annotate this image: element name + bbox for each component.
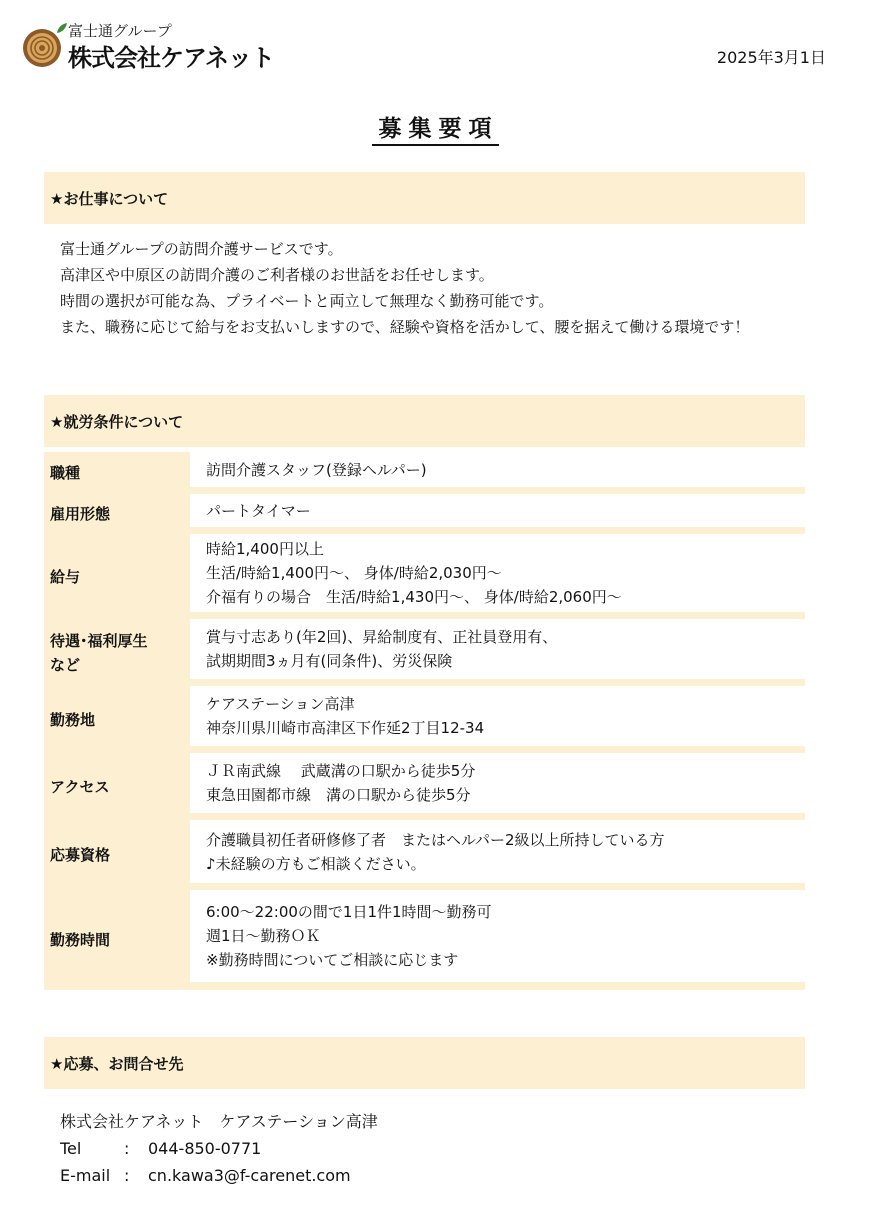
contact-info [60,1108,378,1189]
contact-organization: 株式会社ケアネット ケアステーション高津 [60,1112,378,1131]
document-date: 2025年3月1日 [716,48,826,67]
condition-value-line: 訪問介護スタッフ(登録ヘルパー) [206,460,427,479]
condition-row-salary [44,534,805,619]
condition-row-working-hours [44,890,805,990]
condition-value-line: パートタイマー [206,501,311,520]
condition-value-line: ケアステーション高津 [206,695,355,713]
tel-colon: : [124,1139,130,1158]
condition-value [190,686,805,746]
condition-row-location [44,686,805,753]
leaf-icon [56,22,68,34]
company-logo [22,20,275,72]
condition-value [190,494,805,527]
section-heading-job: ★お仕事について [44,172,805,224]
email-colon: : [124,1166,130,1185]
condition-value-line: 時給1,400円以上 [206,540,324,558]
condition-value [190,534,805,612]
job-description-line: また、職務に応じて給与をお支払いしますので、経験や資格を活かして、腰を据えて働ける環境です！ [60,318,750,336]
condition-label-line: など [50,655,81,674]
condition-value-line: ♪未経験の方もご相談ください。 [206,854,426,873]
condition-row-access [44,753,805,820]
condition-value-line: ※勤務時間についてご相談に応じます [206,951,459,969]
job-description [60,236,749,340]
section-heading-contact: ★応募、お問合せ先 [44,1037,805,1089]
condition-label: 職種 [50,464,81,482]
contact-tel-row [60,1135,378,1162]
condition-label-line: 待遇･福利厚生 [50,631,148,650]
tree-ring-logo-icon [22,28,62,68]
condition-label: 雇用形態 [50,505,111,523]
condition-value-line: 賞与寸志あり(年2回)、昇給制度有、正社員登用有、 [206,628,558,646]
condition-value-line: ＪＲ南武線 武蔵溝の口駅から徒歩5分 [206,762,476,780]
company-name: 株式会社ケアネット [68,44,275,72]
condition-label: 応募資格 [50,846,111,864]
condition-value-line: 介護職員初任者研修修了者 またはヘルパー2級以上所持している方 [206,830,665,849]
condition-value-line: 試期期間3ヵ月有(同条件)、労災保険 [206,652,453,670]
condition-value [190,753,805,813]
tel-number[interactable]: 044-850-0771 [148,1139,262,1158]
condition-value-line: 生活/時給1,400円～、 身体/時給2,030円～ [206,564,502,582]
tel-label: Tel [60,1139,82,1158]
condition-value [190,890,805,982]
condition-label: 勤務地 [50,710,96,729]
condition-value [190,452,805,487]
condition-row-job-type [44,452,805,494]
condition-value-line: 神奈川県川崎市高津区下作延2丁目12-34 [206,719,485,737]
condition-row-benefits [44,619,805,686]
job-description-line: 高津区や中原区の訪問介護のご利者様のお世話をお任せします。 [60,266,494,284]
condition-row-employment-type [44,494,805,534]
email-label: E-mail [60,1166,111,1185]
condition-label: アクセス [50,777,110,796]
group-name: 富士通グループ [68,22,172,40]
condition-value [190,820,805,883]
page-title-text: 募集要項 [372,116,499,146]
email-address[interactable]: cn.kawa3@f-carenet.com [148,1166,351,1185]
condition-label: 給与 [50,567,81,586]
condition-value-line: 東急田園都市線 溝の口駅から徒歩5分 [206,786,471,804]
job-description-line: 富士通グループの訪問介護サービスです。 [60,240,343,258]
contact-email-row [60,1162,378,1189]
condition-label: 勤務時間 [50,931,111,949]
condition-label [44,619,190,686]
condition-row-qualifications [44,820,805,890]
condition-value-line: 6:00～22:00の間で1日1件1時間～勤務可 [206,903,492,921]
page-title [0,110,870,143]
condition-value-line: 介福有りの場合 生活/時給1,430円～、 身体/時給2,060円～ [206,588,622,606]
condition-value [190,619,805,679]
job-description-line: 時間の選択が可能な為、プライベートと両立して無理なく勤務可能です。 [60,292,554,310]
condition-value-line: 週1日～勤務ＯＫ [206,927,321,945]
section-heading-conditions: ★就労条件について [44,395,805,447]
